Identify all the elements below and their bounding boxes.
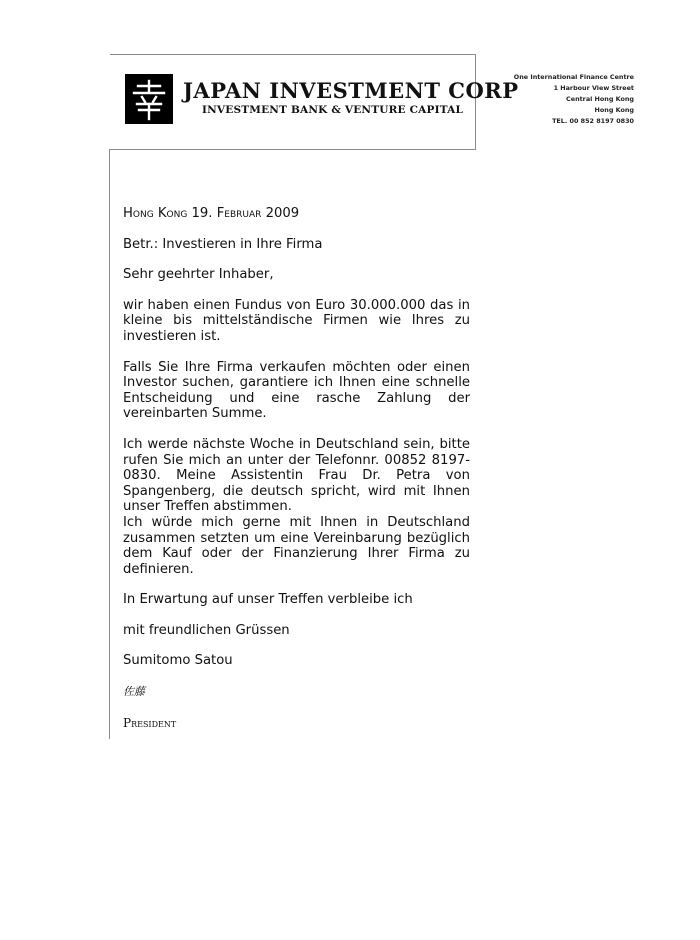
address-line: One International Finance Centre <box>513 73 634 81</box>
company-tagline: INVESTMENT BANK & VENTURE CAPITAL <box>202 104 464 116</box>
address-line: 1 Harbour View Street <box>553 84 634 92</box>
sender-address <box>514 72 634 127</box>
place-date: Hong Kong 19. Februar 2009 <box>123 206 300 221</box>
margin-left-rule <box>109 149 110 739</box>
paragraph: Ich werde nächste Woche in Deutschland sein, bitte rufen Sie mich an unter der Telefonnr. 00852 8197-0830. Meine Assistentin Frau Dr. Petra von Spangenberg, die deutsch spricht, wird mit Ihnen unser Treffen abstimmen. <box>123 436 470 515</box>
subject-line: Betr.: Investieren in Ihre Firma <box>123 236 323 252</box>
paragraph: Falls Sie Ihre Firma verkaufen möchten oder einen Investor suchen, garantiere ich Ihnen eine schnelle Entscheidung und eine rasche Zahlung der vereinbarten Summe. <box>123 359 470 422</box>
signature-japanese: 佐藤 <box>123 685 145 699</box>
address-line: Central Hong Kong <box>566 95 634 103</box>
kanji-logo-icon <box>128 77 170 121</box>
paragraph: Ich würde mich gerne mit Ihnen in Deutschland zusammen setzten um eine Vereinbarung bezüglich dem Kauf oder der Finanzierung Ihrer Firma zu definieren. <box>123 514 470 577</box>
signature-name: Sumitomo Satou <box>123 653 233 669</box>
letter-body <box>123 206 470 746</box>
address-line: Hong Kong <box>594 106 634 114</box>
closing-line: In Erwartung auf unser Treffen verbleibe ich <box>123 592 413 608</box>
complimentary-close: mit freundlichen Grüssen <box>123 622 290 638</box>
header-bottom-rule <box>110 149 476 150</box>
company-logo <box>125 74 173 124</box>
signature-title: President <box>123 716 177 731</box>
salutation: Sehr geehrter Inhaber, <box>123 267 274 283</box>
header-top-rule <box>110 54 476 55</box>
company-name: JAPAN INVESTMENT CORP <box>183 78 519 103</box>
address-phone: TEL. 00 852 8197 0830 <box>552 117 634 125</box>
paragraph: wir haben einen Fundus von Euro 30.000.000 das in kleine bis mittelständische Firmen wie Ihres zu investieren ist. <box>123 297 470 344</box>
